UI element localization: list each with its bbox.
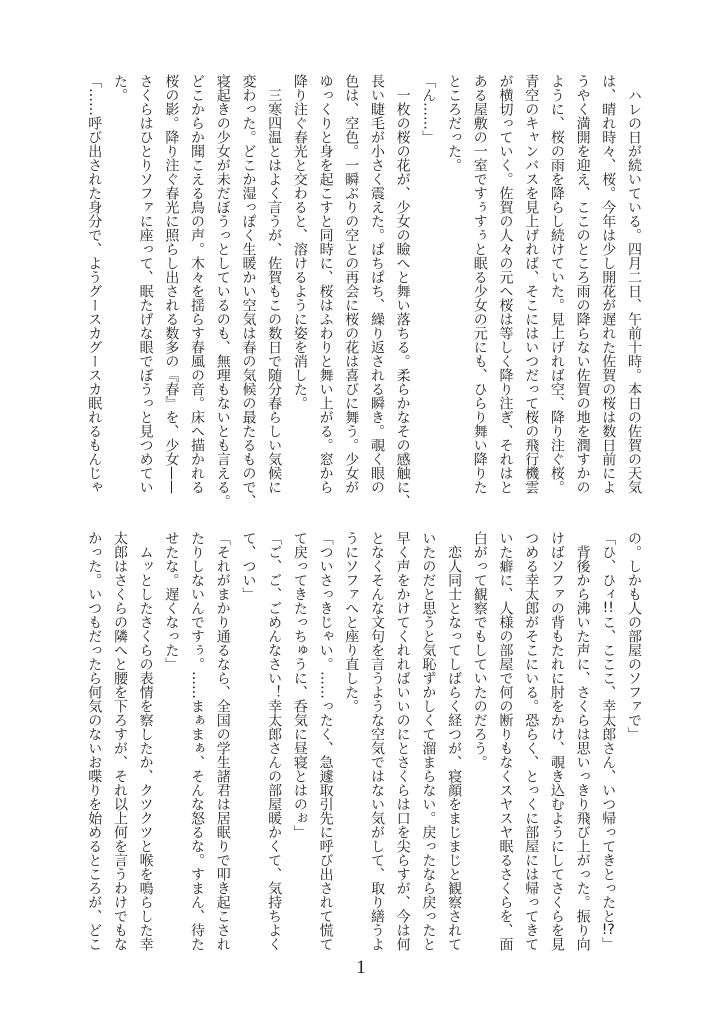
text-column: 色は、空色。一瞬ぶりの空との再会に桜の花は喜びに舞う。少女が bbox=[343, 74, 360, 494]
text-column: となくそんな文句を言うような空気ではない気がして、取り繕うよ bbox=[368, 531, 385, 951]
text-column: の。しかも人の部屋のソファで」 bbox=[626, 531, 642, 741]
text-column: ところだった。 bbox=[446, 74, 463, 172]
text-column: 恋人同士となってしばらく経つが、寝顔をまじまじと観察されて bbox=[446, 531, 463, 951]
text-column: 降り注ぐ春光と交わると、溶けるように姿を消した。 bbox=[291, 74, 308, 410]
page-number: 1 bbox=[356, 957, 366, 978]
text-column: 「ひ、ひィ!!こ、こここ、幸太郎さん、いつ帰ってきとったと!?」 bbox=[600, 531, 617, 951]
text-column: 白がって観察でもしていたのだろう。 bbox=[471, 531, 488, 769]
text-column: 三寒四温とはよく言うが、佐賀もこの数日で随分春らしい気候に bbox=[266, 74, 283, 494]
text-column: うにソファへと座り直した。 bbox=[343, 531, 360, 713]
text-block-lower bbox=[80, 531, 646, 951]
text-column: 「ん……」 bbox=[420, 74, 437, 144]
text-column: いたのだと思うと気恥ずかしくて溜まらない。戻ったなら戻ったと bbox=[420, 531, 437, 951]
text-column: 早く声をかけてくれればいいのにとさくらは口を尖らすが、今は何 bbox=[394, 531, 411, 951]
text-column: ムッとしたさくらの表情を察したか、クツクツと喉を鳴らした幸 bbox=[137, 531, 154, 951]
text-column: ゆっくりと身を起こすと同時に、桜はふわりと舞い上がる。窓から bbox=[317, 74, 334, 494]
text-column: うやく満開を迎え、ここのところ雨の降らない佐賀の地を潤すかの bbox=[574, 74, 591, 494]
text-column: 寝起きの少女が未だぼうっとしているのも、無理もないとも言える。 bbox=[214, 74, 231, 508]
text-column: 「ついさっきじゃい。……ったく、急遽取引先に呼び出されて慌て bbox=[317, 531, 334, 951]
tate-chu-yoko: !! bbox=[602, 601, 614, 615]
text-column: 一枚の桜の花が、少女の瞼へと舞い落ちる。柔らかなその感触に、 bbox=[394, 74, 411, 508]
text-column: どこからか聞こえる鳥の声。木々を揺らす春風の音。床へ描かれる bbox=[189, 74, 206, 494]
text-column: 桜の影。降り注ぐ春光に照らし出される数多の『春』を、少女—— bbox=[163, 74, 180, 494]
text-column: 青空のキャンバスを見上げれば、そこにはいつだって桜の飛行機雲 bbox=[523, 74, 540, 494]
text-column: せたな。遅くなった」 bbox=[163, 531, 180, 671]
text-column: けばソファの背もたれに肘をかけ、覗き込むようにしてさくらを見 bbox=[548, 531, 565, 951]
text-column: つめる幸太郎がそこにいる。恐らく、とっくに部屋には帰ってきて bbox=[523, 531, 540, 951]
text-column: た。 bbox=[111, 74, 128, 102]
text-column: 太郎はさくらの隣へと腰を下ろすが、それ以上何を言うわけでもな bbox=[111, 531, 128, 951]
text-column: 変わった。どこか湿っぽく生暖かい空気は春の気候の最たるもので、 bbox=[240, 74, 257, 508]
text-block-upper bbox=[80, 74, 646, 508]
text-column: て、つい」 bbox=[240, 531, 257, 601]
text-column: さくらはひとりソファに座って、眠たげな眼でぼうっと見つめてい bbox=[137, 74, 154, 494]
text-column: 長い睫毛が小さく震えた。ぱちぱち、繰り返される瞬き。覗く眼の bbox=[368, 74, 385, 494]
text-column: 背後から沸いた声に、さくらは思いっきり飛び上がった。振り向 bbox=[574, 531, 591, 951]
text-column: が横切っていく。佐賀の人々の元へ桜は等しく降り注ぎ、それはと bbox=[497, 74, 514, 494]
text-column: 「ご、ご、ごめんなさい！幸太郎さんの部屋暖かくて、気持ちよく bbox=[266, 531, 283, 951]
text-column: たりしないんですぅ。……まぁまぁ、そんな怒るな。すまん、待た bbox=[189, 531, 206, 951]
text-column: かった。いつもだったら何気のないお喋りを始めるところが、どこ bbox=[86, 531, 103, 951]
tate-chu-yoko: !? bbox=[601, 923, 615, 937]
text-column: て戻ってきたっちゅうに、呑気に昼寝とはのぉ」 bbox=[291, 531, 308, 839]
text-column: ように、桜の雨を降らし続けていた。見上げれば空、降り注ぐ桜。 bbox=[548, 74, 565, 494]
text-column: は、晴れ時々、桜。今年は少し開花が遅れた佐賀の桜は数日前によ bbox=[600, 74, 617, 494]
text-column: ある屋敷の一室ですぅすぅと眠る少女の元にも、ひらり舞い降りた bbox=[471, 74, 488, 494]
text-column: いた癖に、人様の部屋で何の断りもなくスヤスヤ眠るさくらを、面 bbox=[497, 531, 514, 951]
text-column: ハレの日が続いている。四月二日、午前十時。本日の佐賀の天気 bbox=[626, 74, 642, 494]
text-column: 「それがまかり通るなら、全国の学生諸君は居眠りで叩き起こされ bbox=[214, 531, 231, 951]
text-column: 「……呼び出された身分で、ようグースカグースカ眠れるもんじゃ bbox=[86, 74, 103, 494]
